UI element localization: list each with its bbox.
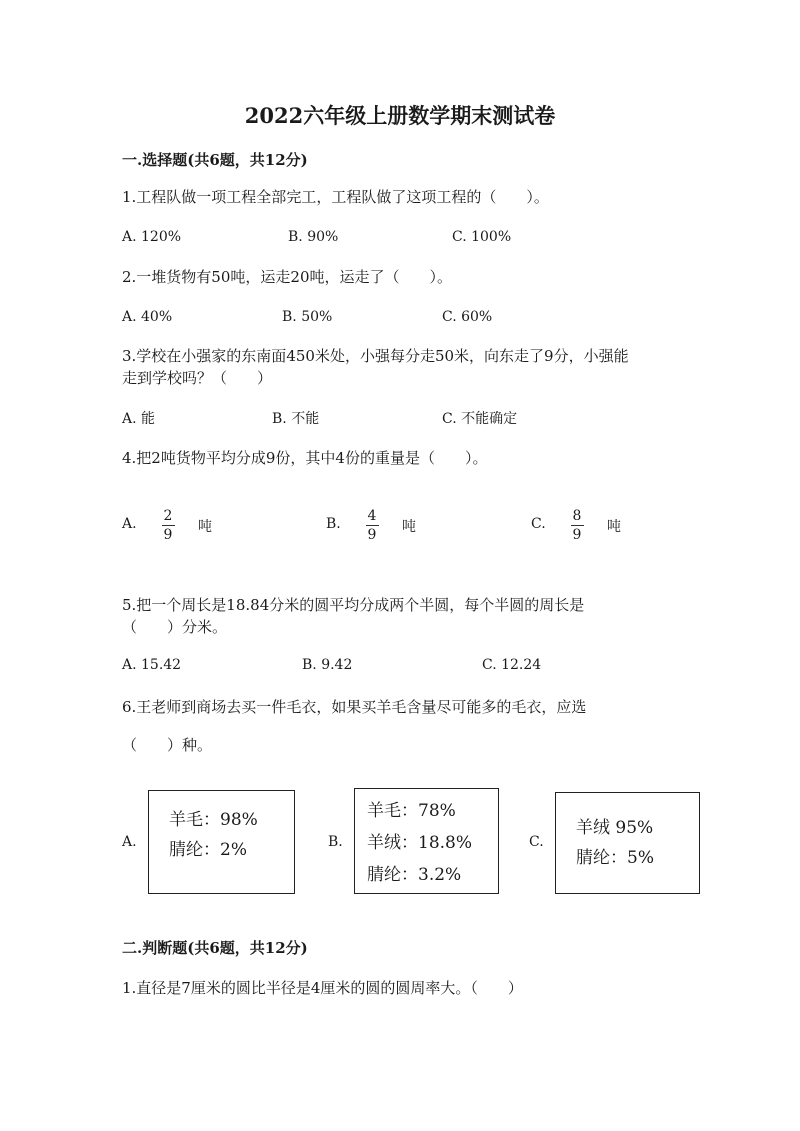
q3-option-a: A. 能 xyxy=(122,411,156,427)
q6-option-a-label: A. xyxy=(122,834,137,850)
q4-option-a-label: A. xyxy=(122,516,137,532)
section-heading-judgement: 二.判断题(共6题，共12分) xyxy=(122,939,308,957)
q4-option-b-unit: 吨 xyxy=(402,519,416,535)
fraction-denominator: 9 xyxy=(572,527,582,543)
fabric-line: 羊绒：18.8% xyxy=(367,833,473,853)
fraction-bar xyxy=(366,525,379,526)
judgement-1-text: 1.直径是7厘米的圆比半径是4厘米的圆的圆周率大。（ ） xyxy=(122,979,523,997)
fabric-line: 腈纶：2% xyxy=(169,840,247,860)
question-4-text: 4.把2吨货物平均分成9份，其中4份的重量是（ ）。 xyxy=(122,449,488,467)
q6-option-a-label-card xyxy=(148,790,295,894)
question-5-line-1: 5.把一个周长是18.84分米的圆平均分成两个半圆，每个半圆的周长是 xyxy=(122,596,585,614)
question-6-line-1: 6.王老师到商场去买一件毛衣，如果买羊毛含量尽可能多的毛衣，应选 xyxy=(122,698,587,716)
question-5-line-2: （ ）分米。 xyxy=(122,618,228,636)
q4-option-a-unit: 吨 xyxy=(198,519,212,535)
fabric-line: 腈纶：3.2% xyxy=(367,865,462,885)
fraction-bar xyxy=(162,525,175,526)
fraction-numerator: 4 xyxy=(367,508,377,524)
q6-option-c-label: C. xyxy=(529,834,544,850)
q1-option-a: A. 120% xyxy=(122,229,182,245)
q5-option-c: C. 12.24 xyxy=(482,657,542,673)
fraction-numerator: 8 xyxy=(572,508,582,524)
fabric-line: 羊绒 95% xyxy=(576,818,654,838)
q5-option-b: B. 9.42 xyxy=(302,657,353,673)
q6-option-b-label-card xyxy=(354,788,499,894)
q4-option-b-fraction xyxy=(365,508,379,543)
question-6-line-2: （ ）种。 xyxy=(122,736,213,754)
page-title: 2022六年级上册数学期末测试卷 xyxy=(244,103,556,128)
q4-option-c-unit: 吨 xyxy=(607,519,621,535)
q5-option-a: A. 15.42 xyxy=(122,657,182,673)
q1-option-b: B. 90% xyxy=(288,229,339,245)
fraction-denominator: 9 xyxy=(163,527,173,543)
q2-option-b: B. 50% xyxy=(282,309,333,325)
question-1-text: 1.工程队做一项工程全部完工，工程队做了这项工程的（ ）。 xyxy=(122,188,549,206)
section-heading-choice: 一.选择题(共6题，共12分) xyxy=(122,151,308,169)
q4-option-c-fraction xyxy=(570,508,584,543)
q1-option-c: C. 100% xyxy=(452,229,512,245)
q3-option-b: B. 不能 xyxy=(272,411,320,427)
fabric-line: 腈纶：5% xyxy=(576,848,654,868)
q6-option-c-label-card xyxy=(555,792,700,894)
q3-option-c: C. 不能确定 xyxy=(442,411,518,427)
question-3-line-1: 3.学校在小强家的东南面450米处，小强每分走50米，向东走了9分，小强能 xyxy=(122,347,629,365)
fabric-line: 羊毛：98% xyxy=(169,810,258,830)
q4-option-b-label: B. xyxy=(326,516,341,532)
fabric-line: 羊毛：78% xyxy=(367,801,456,821)
q2-option-a: A. 40% xyxy=(122,309,173,325)
fraction-numerator: 2 xyxy=(163,508,173,524)
q4-option-a-fraction xyxy=(161,508,175,543)
fraction-denominator: 9 xyxy=(367,527,377,543)
q4-option-c-label: C. xyxy=(531,516,546,532)
q6-option-b-label: B. xyxy=(328,834,343,850)
q2-option-c: C. 60% xyxy=(442,309,493,325)
question-2-text: 2.一堆货物有50吨，运走20吨，运走了（ ）。 xyxy=(122,268,452,286)
question-3-line-2: 走到学校吗？（ ） xyxy=(122,369,273,387)
fraction-bar xyxy=(571,525,584,526)
